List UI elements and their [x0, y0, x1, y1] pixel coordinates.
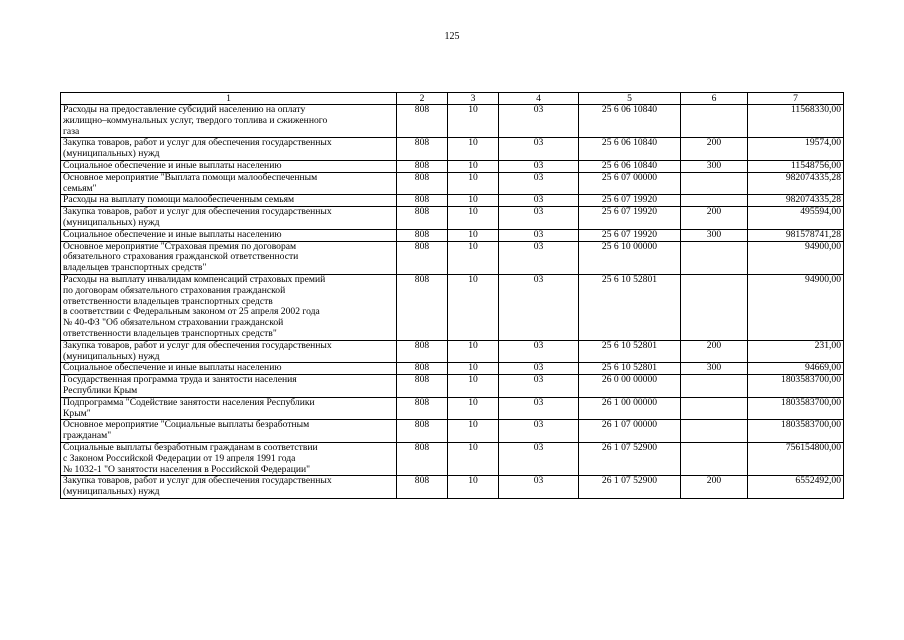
section-code-cell: 10: [448, 274, 499, 340]
ministry-code-cell: 808: [397, 442, 448, 475]
expense-type-cell: 200: [681, 207, 748, 230]
section-code-cell: 10: [448, 229, 499, 241]
item-name-cell: Социальные выплаты безработным гражданам в соответствии с Законом Российской Федерации от 19 апреля 1991 года № 1032-1 "О занятости населения в Российской Федерации": [61, 442, 397, 475]
table-row: [61, 172, 844, 195]
target-article-cell: 26 1 00 00000: [579, 397, 681, 420]
ministry-code-cell: 808: [397, 241, 448, 274]
amount-cell: 94669,00: [748, 363, 844, 375]
ministry-code-cell: 808: [397, 274, 448, 340]
table-row: [61, 420, 844, 443]
subsection-code-cell: 03: [499, 274, 579, 340]
table-row: [61, 138, 844, 161]
ministry-code-cell: 808: [397, 160, 448, 172]
item-name-cell: Расходы на выплату помощи малообеспеченным семьям: [61, 195, 397, 207]
subsection-code-cell: 03: [499, 340, 579, 363]
column-header: 1: [61, 93, 397, 105]
subsection-code-cell: 03: [499, 420, 579, 443]
target-article-cell: 25 6 07 19920: [579, 207, 681, 230]
expense-type-cell: [681, 105, 748, 138]
ministry-code-cell: 808: [397, 420, 448, 443]
page-number: 125: [444, 31, 460, 42]
budget-table: [60, 92, 844, 499]
section-code-cell: 10: [448, 476, 499, 499]
table-row: [61, 160, 844, 172]
target-article-cell: 25 6 06 10840: [579, 160, 681, 172]
column-header: 7: [748, 93, 844, 105]
item-name-cell: Основное мероприятие "Страховая премия по договорам обязательного страхования гражданской ответственности владельцев транспортных средств": [61, 241, 397, 274]
table-row: [61, 195, 844, 207]
target-article-cell: 25 6 06 10840: [579, 138, 681, 161]
target-article-cell: 25 6 07 00000: [579, 172, 681, 195]
table-row: [61, 105, 844, 138]
amount-cell: 1803583700,00: [748, 420, 844, 443]
section-code-cell: 10: [448, 105, 499, 138]
amount-cell: 11548756,00: [748, 160, 844, 172]
amount-cell: 982074335,28: [748, 172, 844, 195]
amount-cell: 1803583700,00: [748, 375, 844, 398]
table-row: [61, 340, 844, 363]
table-row: [61, 274, 844, 340]
expense-type-cell: [681, 172, 748, 195]
amount-cell: 756154800,00: [748, 442, 844, 475]
item-name-cell: Расходы на предоставление субсидий населению на оплату жилищно–коммунальных услуг, твердого топлива и сжиженного газа: [61, 105, 397, 138]
expense-type-cell: [681, 420, 748, 443]
table-row: [61, 207, 844, 230]
expense-type-cell: 200: [681, 138, 748, 161]
section-code-cell: 10: [448, 363, 499, 375]
subsection-code-cell: 03: [499, 241, 579, 274]
target-article-cell: 26 1 07 52900: [579, 476, 681, 499]
item-name-cell: Основное мероприятие "Выплата помощи малообеспеченным семьям": [61, 172, 397, 195]
table-row: [61, 397, 844, 420]
subsection-code-cell: 03: [499, 442, 579, 475]
section-code-cell: 10: [448, 241, 499, 274]
amount-cell: 19574,00: [748, 138, 844, 161]
item-name-cell: Подпрограмма "Содействие занятости населения Республики Крым": [61, 397, 397, 420]
item-name-cell: Социальное обеспечение и иные выплаты населению: [61, 229, 397, 241]
amount-cell: 231,00: [748, 340, 844, 363]
expense-type-cell: 300: [681, 160, 748, 172]
table-row: [61, 363, 844, 375]
expense-type-cell: 300: [681, 363, 748, 375]
target-article-cell: 26 1 07 00000: [579, 420, 681, 443]
subsection-code-cell: 03: [499, 207, 579, 230]
target-article-cell: 25 6 10 00000: [579, 241, 681, 274]
expense-type-cell: 200: [681, 476, 748, 499]
item-name-cell: Государственная программа труда и занятости населения Республики Крым: [61, 375, 397, 398]
target-article-cell: 25 6 10 52801: [579, 340, 681, 363]
item-name-cell: Расходы на выплату инвалидам компенсаций страховых премий по договорам обязательного страхования гражданской ответственности владельцев транспортных средств в соответствии с Федеральным законом от 25 апреля 2002 года № 40-ФЗ "Об обязательном страховании гражданской ответственности владельцев транспортных средств": [61, 274, 397, 340]
target-article-cell: 25 6 07 19920: [579, 229, 681, 241]
subsection-code-cell: 03: [499, 476, 579, 499]
subsection-code-cell: 03: [499, 195, 579, 207]
section-code-cell: 10: [448, 375, 499, 398]
section-code-cell: 10: [448, 340, 499, 363]
expense-type-cell: 200: [681, 340, 748, 363]
subsection-code-cell: 03: [499, 375, 579, 398]
column-header: 4: [499, 93, 579, 105]
section-code-cell: 10: [448, 397, 499, 420]
subsection-code-cell: 03: [499, 229, 579, 241]
ministry-code-cell: 808: [397, 397, 448, 420]
ministry-code-cell: 808: [397, 476, 448, 499]
ministry-code-cell: 808: [397, 207, 448, 230]
section-code-cell: 10: [448, 172, 499, 195]
section-code-cell: 10: [448, 207, 499, 230]
subsection-code-cell: 03: [499, 105, 579, 138]
subsection-code-cell: 03: [499, 363, 579, 375]
table-row: [61, 375, 844, 398]
section-code-cell: 10: [448, 160, 499, 172]
column-header: 2: [397, 93, 448, 105]
column-header: 6: [681, 93, 748, 105]
item-name-cell: Основное мероприятие "Социальные выплаты безработным гражданам": [61, 420, 397, 443]
amount-cell: 6552492,00: [748, 476, 844, 499]
ministry-code-cell: 808: [397, 229, 448, 241]
expense-type-cell: [681, 195, 748, 207]
table-row: [61, 241, 844, 274]
expense-type-cell: [681, 397, 748, 420]
section-code-cell: 10: [448, 442, 499, 475]
target-article-cell: 25 6 10 52801: [579, 274, 681, 340]
amount-cell: 495594,00: [748, 207, 844, 230]
amount-cell: 94900,00: [748, 241, 844, 274]
target-article-cell: 26 1 07 52900: [579, 442, 681, 475]
ministry-code-cell: 808: [397, 138, 448, 161]
item-name-cell: Социальное обеспечение и иные выплаты населению: [61, 160, 397, 172]
item-name-cell: Закупка товаров, работ и услуг для обеспечения государственных (муниципальных) нужд: [61, 138, 397, 161]
section-code-cell: 10: [448, 420, 499, 443]
table-row: [61, 442, 844, 475]
amount-cell: 981578741,28: [748, 229, 844, 241]
table-row: [61, 229, 844, 241]
item-name-cell: Закупка товаров, работ и услуг для обеспечения государственных (муниципальных) нужд: [61, 207, 397, 230]
item-name-cell: Закупка товаров, работ и услуг для обеспечения государственных (муниципальных) нужд: [61, 340, 397, 363]
table-header-row: [61, 93, 844, 105]
target-article-cell: 25 6 07 19920: [579, 195, 681, 207]
ministry-code-cell: 808: [397, 363, 448, 375]
column-header: 3: [448, 93, 499, 105]
subsection-code-cell: 03: [499, 138, 579, 161]
subsection-code-cell: 03: [499, 160, 579, 172]
item-name-cell: Социальное обеспечение и иные выплаты населению: [61, 363, 397, 375]
expense-type-cell: [681, 241, 748, 274]
expense-type-cell: [681, 442, 748, 475]
expense-type-cell: [681, 274, 748, 340]
subsection-code-cell: 03: [499, 397, 579, 420]
subsection-code-cell: 03: [499, 172, 579, 195]
ministry-code-cell: 808: [397, 340, 448, 363]
column-header: 5: [579, 93, 681, 105]
amount-cell: 94900,00: [748, 274, 844, 340]
target-article-cell: 26 0 00 00000: [579, 375, 681, 398]
section-code-cell: 10: [448, 195, 499, 207]
amount-cell: 1803583700,00: [748, 397, 844, 420]
target-article-cell: 25 6 10 52801: [579, 363, 681, 375]
amount-cell: 982074335,28: [748, 195, 844, 207]
amount-cell: 11568330,00: [748, 105, 844, 138]
expense-type-cell: [681, 375, 748, 398]
ministry-code-cell: 808: [397, 172, 448, 195]
table-body: [61, 105, 844, 499]
ministry-code-cell: 808: [397, 375, 448, 398]
item-name-cell: Закупка товаров, работ и услуг для обеспечения государственных (муниципальных) нужд: [61, 476, 397, 499]
table-row: [61, 476, 844, 499]
ministry-code-cell: 808: [397, 195, 448, 207]
expense-type-cell: 300: [681, 229, 748, 241]
section-code-cell: 10: [448, 138, 499, 161]
ministry-code-cell: 808: [397, 105, 448, 138]
target-article-cell: 25 6 06 10840: [579, 105, 681, 138]
